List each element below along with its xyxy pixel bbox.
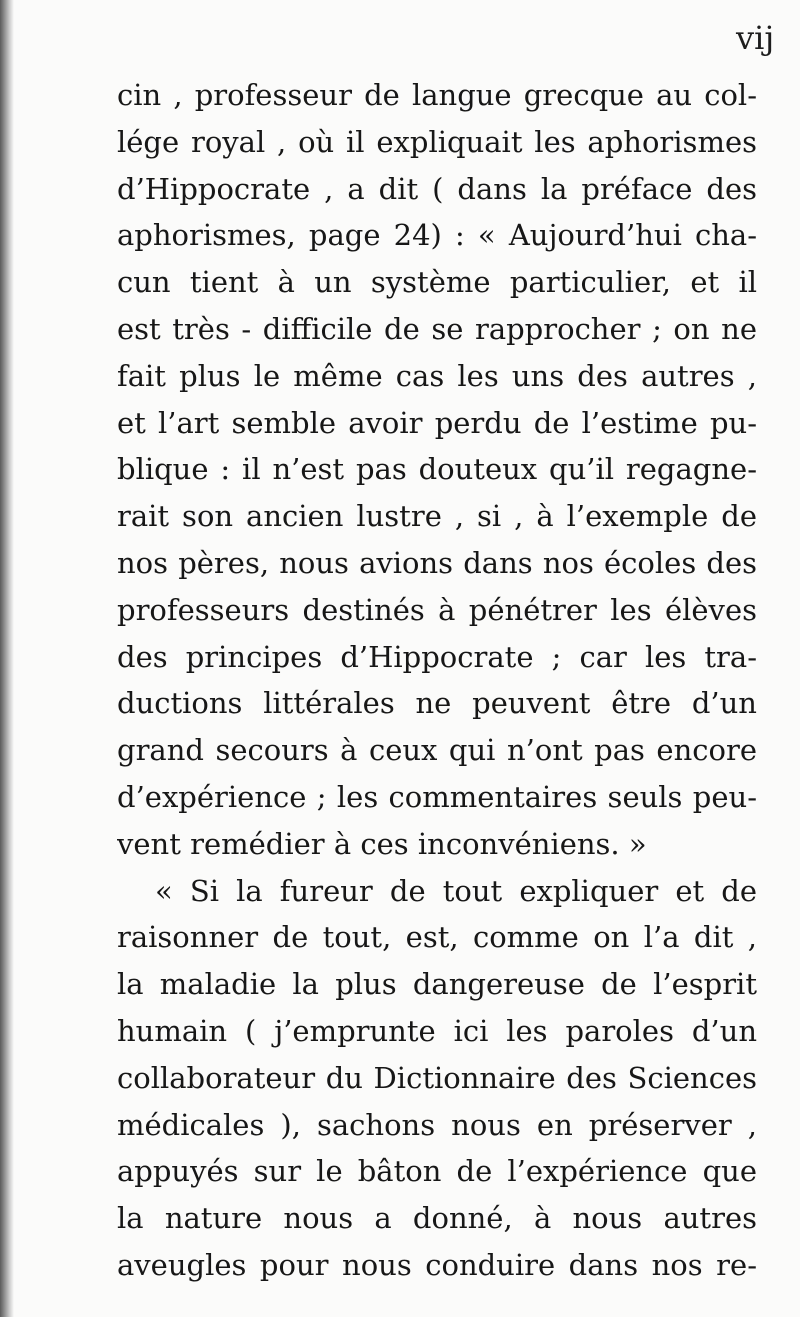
paragraph — [117, 868, 757, 1289]
text-line: appuyés sur le bâton de l’expérience que — [117, 1154, 757, 1189]
text-line: cin , professeur de langue grecque au col- — [117, 78, 757, 112]
text-line: des principes d’Hippocrate ; car les tra- — [117, 639, 757, 674]
text-line: vent remédier à ces inconvéniens. » — [117, 826, 647, 861]
text-line: est très - difficile de se rapprocher ; on ne — [117, 311, 757, 346]
text-line: aveugles pour nous conduire dans nos re- — [117, 1247, 757, 1282]
paragraph — [117, 72, 757, 868]
text-line: « Si la fureur de tout expliquer et de — [155, 873, 757, 908]
body-text — [117, 72, 757, 1289]
text-line: ductions littérales ne peuvent être d’un — [117, 686, 757, 721]
text-line: raisonner de tout, est, comme on l’a dit , — [117, 920, 757, 955]
text-line: la maladie la plus dangereuse de l’esprit — [117, 967, 757, 1002]
text-line: grand secours à ceux qui n’ont pas encore — [117, 733, 757, 768]
text-line: fait plus le même cas les uns des autres , — [117, 358, 757, 393]
page-number: vij — [736, 19, 775, 57]
page-binding-shadow — [0, 0, 14, 1317]
text-line: cun tient à un système particulier, et il — [117, 265, 757, 300]
text-line: professeurs destinés à pénétrer les élèves — [117, 592, 757, 627]
text-line: humain ( j’emprunte ici les paroles d’un — [117, 1013, 757, 1048]
text-line: d’Hippocrate , a dit ( dans la préface des — [117, 171, 757, 206]
text-line: nos pères, nous avions dans nos écoles des — [117, 545, 757, 580]
text-line: rait son ancien lustre , si , à l’exemple de — [117, 499, 757, 534]
text-line: et l’art semble avoir perdu de l’estime pu- — [117, 405, 757, 440]
text-line: collaborateur du Dictionnaire des Sciences — [117, 1060, 757, 1095]
text-line: blique : il n’est pas douteux qu’il regagne- — [117, 452, 757, 487]
text-line: aphorismes, page 24) : « Aujourd’hui cha- — [117, 218, 757, 253]
text-line: d’expérience ; les commentaires seuls peu- — [117, 779, 757, 814]
text-line: la nature nous a donné, à nous autres — [117, 1201, 757, 1236]
text-line: médicales ), sachons nous en préserver , — [117, 1107, 757, 1142]
text-line: lége royal , où il expliquait les aphorismes — [117, 124, 757, 159]
